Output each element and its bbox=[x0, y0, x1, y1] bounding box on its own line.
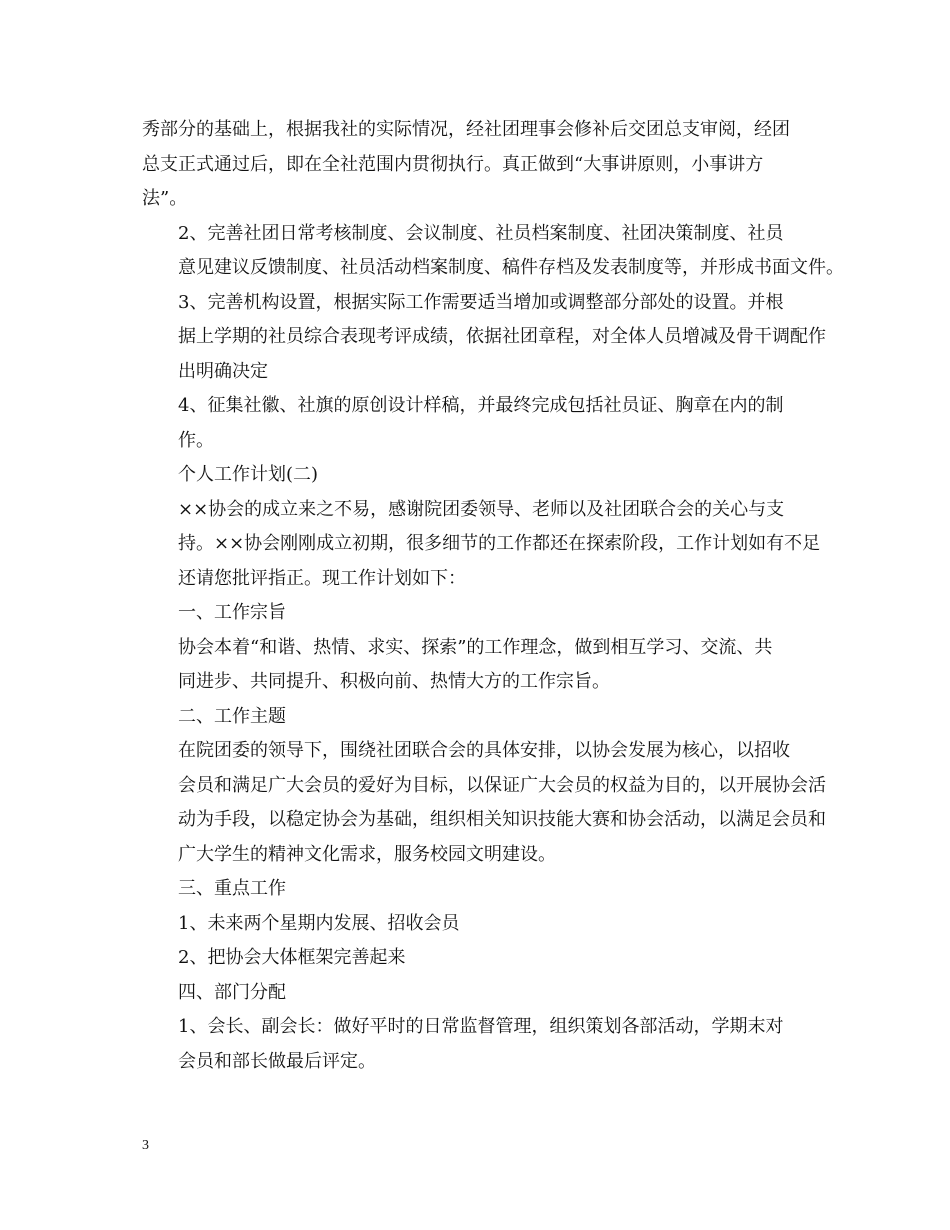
paragraph bbox=[142, 700, 814, 735]
text-line: 广大学生的精神文化需求，服务校园文明建设。 bbox=[178, 843, 556, 865]
text-line: ××协会的成立来之不易，感谢院团委领导、老师以及社团联合会的关心与支 bbox=[178, 498, 785, 520]
paragraph bbox=[142, 596, 814, 631]
text-line: 个人工作计划(二) bbox=[178, 464, 319, 485]
text-line: 持。××协会刚刚成立初期，很多细节的工作都还在探索阶段，工作计划如有不足 bbox=[178, 533, 821, 554]
text-line: 出明确决定 bbox=[178, 360, 268, 382]
text-line: 总支正式通过后，即在全社范围内贯彻执行。真正做到“大事讲原则，小事讲方 bbox=[142, 153, 764, 175]
text-line: 据上学期的社员综合表现考评成绩，依据社团章程，对全体人员增减及骨干调配作 bbox=[178, 326, 826, 347]
paragraph bbox=[142, 286, 826, 390]
paragraph bbox=[142, 941, 814, 976]
text-line: 会员和部长做最后评定。 bbox=[178, 1050, 376, 1072]
text-line: 1、未来两个星期内发展、招收会员 bbox=[178, 912, 460, 934]
paragraph bbox=[142, 217, 844, 286]
text-line: 在院团委的领导下，围绕社团联合会的具体安排，以协会发展为核心，以招收 bbox=[178, 740, 790, 761]
paragraph bbox=[142, 734, 826, 872]
text-line: 3、完善机构设置，根据实际工作需要适当增加或调整部分部处的设置。并根 bbox=[178, 291, 784, 313]
paragraph bbox=[142, 1010, 814, 1079]
text-line: 4、征集社徽、社旗的原创设计样稿，并最终完成包括社员证、胸章在内的制 bbox=[178, 395, 784, 416]
paragraph bbox=[142, 113, 814, 217]
paragraph bbox=[142, 389, 814, 458]
document-body bbox=[142, 113, 844, 1079]
text-line: 三、重点工作 bbox=[178, 878, 286, 899]
paragraph bbox=[142, 631, 814, 700]
text-line: 二、工作主题 bbox=[178, 705, 286, 727]
page-number: 3 bbox=[142, 1138, 149, 1153]
paragraph bbox=[142, 907, 814, 942]
text-line: 一、工作宗旨 bbox=[178, 602, 286, 623]
text-line: 1、会长、副会长：做好平时的日常监督管理，组织策划各部活动，学期末对 bbox=[178, 1016, 784, 1037]
text-line: 2、完善社团日常考核制度、会议制度、社员档案制度、社团决策制度、社员 bbox=[178, 222, 784, 244]
text-line: 还请您批评指正。现工作计划如下： bbox=[178, 567, 466, 589]
text-line: 秀部分的基础上，根据我社的实际情况，经社团理事会修补后交团总支审阅，经团 bbox=[142, 119, 790, 140]
paragraph bbox=[142, 458, 814, 493]
text-line: 四、部门分配 bbox=[178, 981, 286, 1003]
text-line: 协会本着“和谐、热情、求实、探索”的工作理念，做到相互学习、交流、共 bbox=[178, 636, 773, 658]
text-line: 动为手段，以稳定协会为基础，组织相关知识技能大赛和协会活动，以满足会员和 bbox=[178, 809, 826, 830]
text-line: 2、把协会大体框架完善起来 bbox=[178, 947, 406, 968]
text-line: 法”。 bbox=[142, 188, 188, 209]
text-line: 作。 bbox=[178, 429, 214, 451]
text-line: 会员和满足广大会员的爱好为目标，以保证广大会员的权益为目的，以开展协会活 bbox=[178, 774, 826, 796]
paragraph bbox=[142, 493, 821, 597]
text-line: 意见建议反馈制度、社员活动档案制度、稿件存档及发表制度等，并形成书面文件。 bbox=[178, 257, 844, 278]
paragraph bbox=[142, 976, 814, 1011]
paragraph bbox=[142, 872, 814, 907]
text-line: 同进步、共同提升、积极向前、热情大方的工作宗旨。 bbox=[178, 671, 610, 692]
